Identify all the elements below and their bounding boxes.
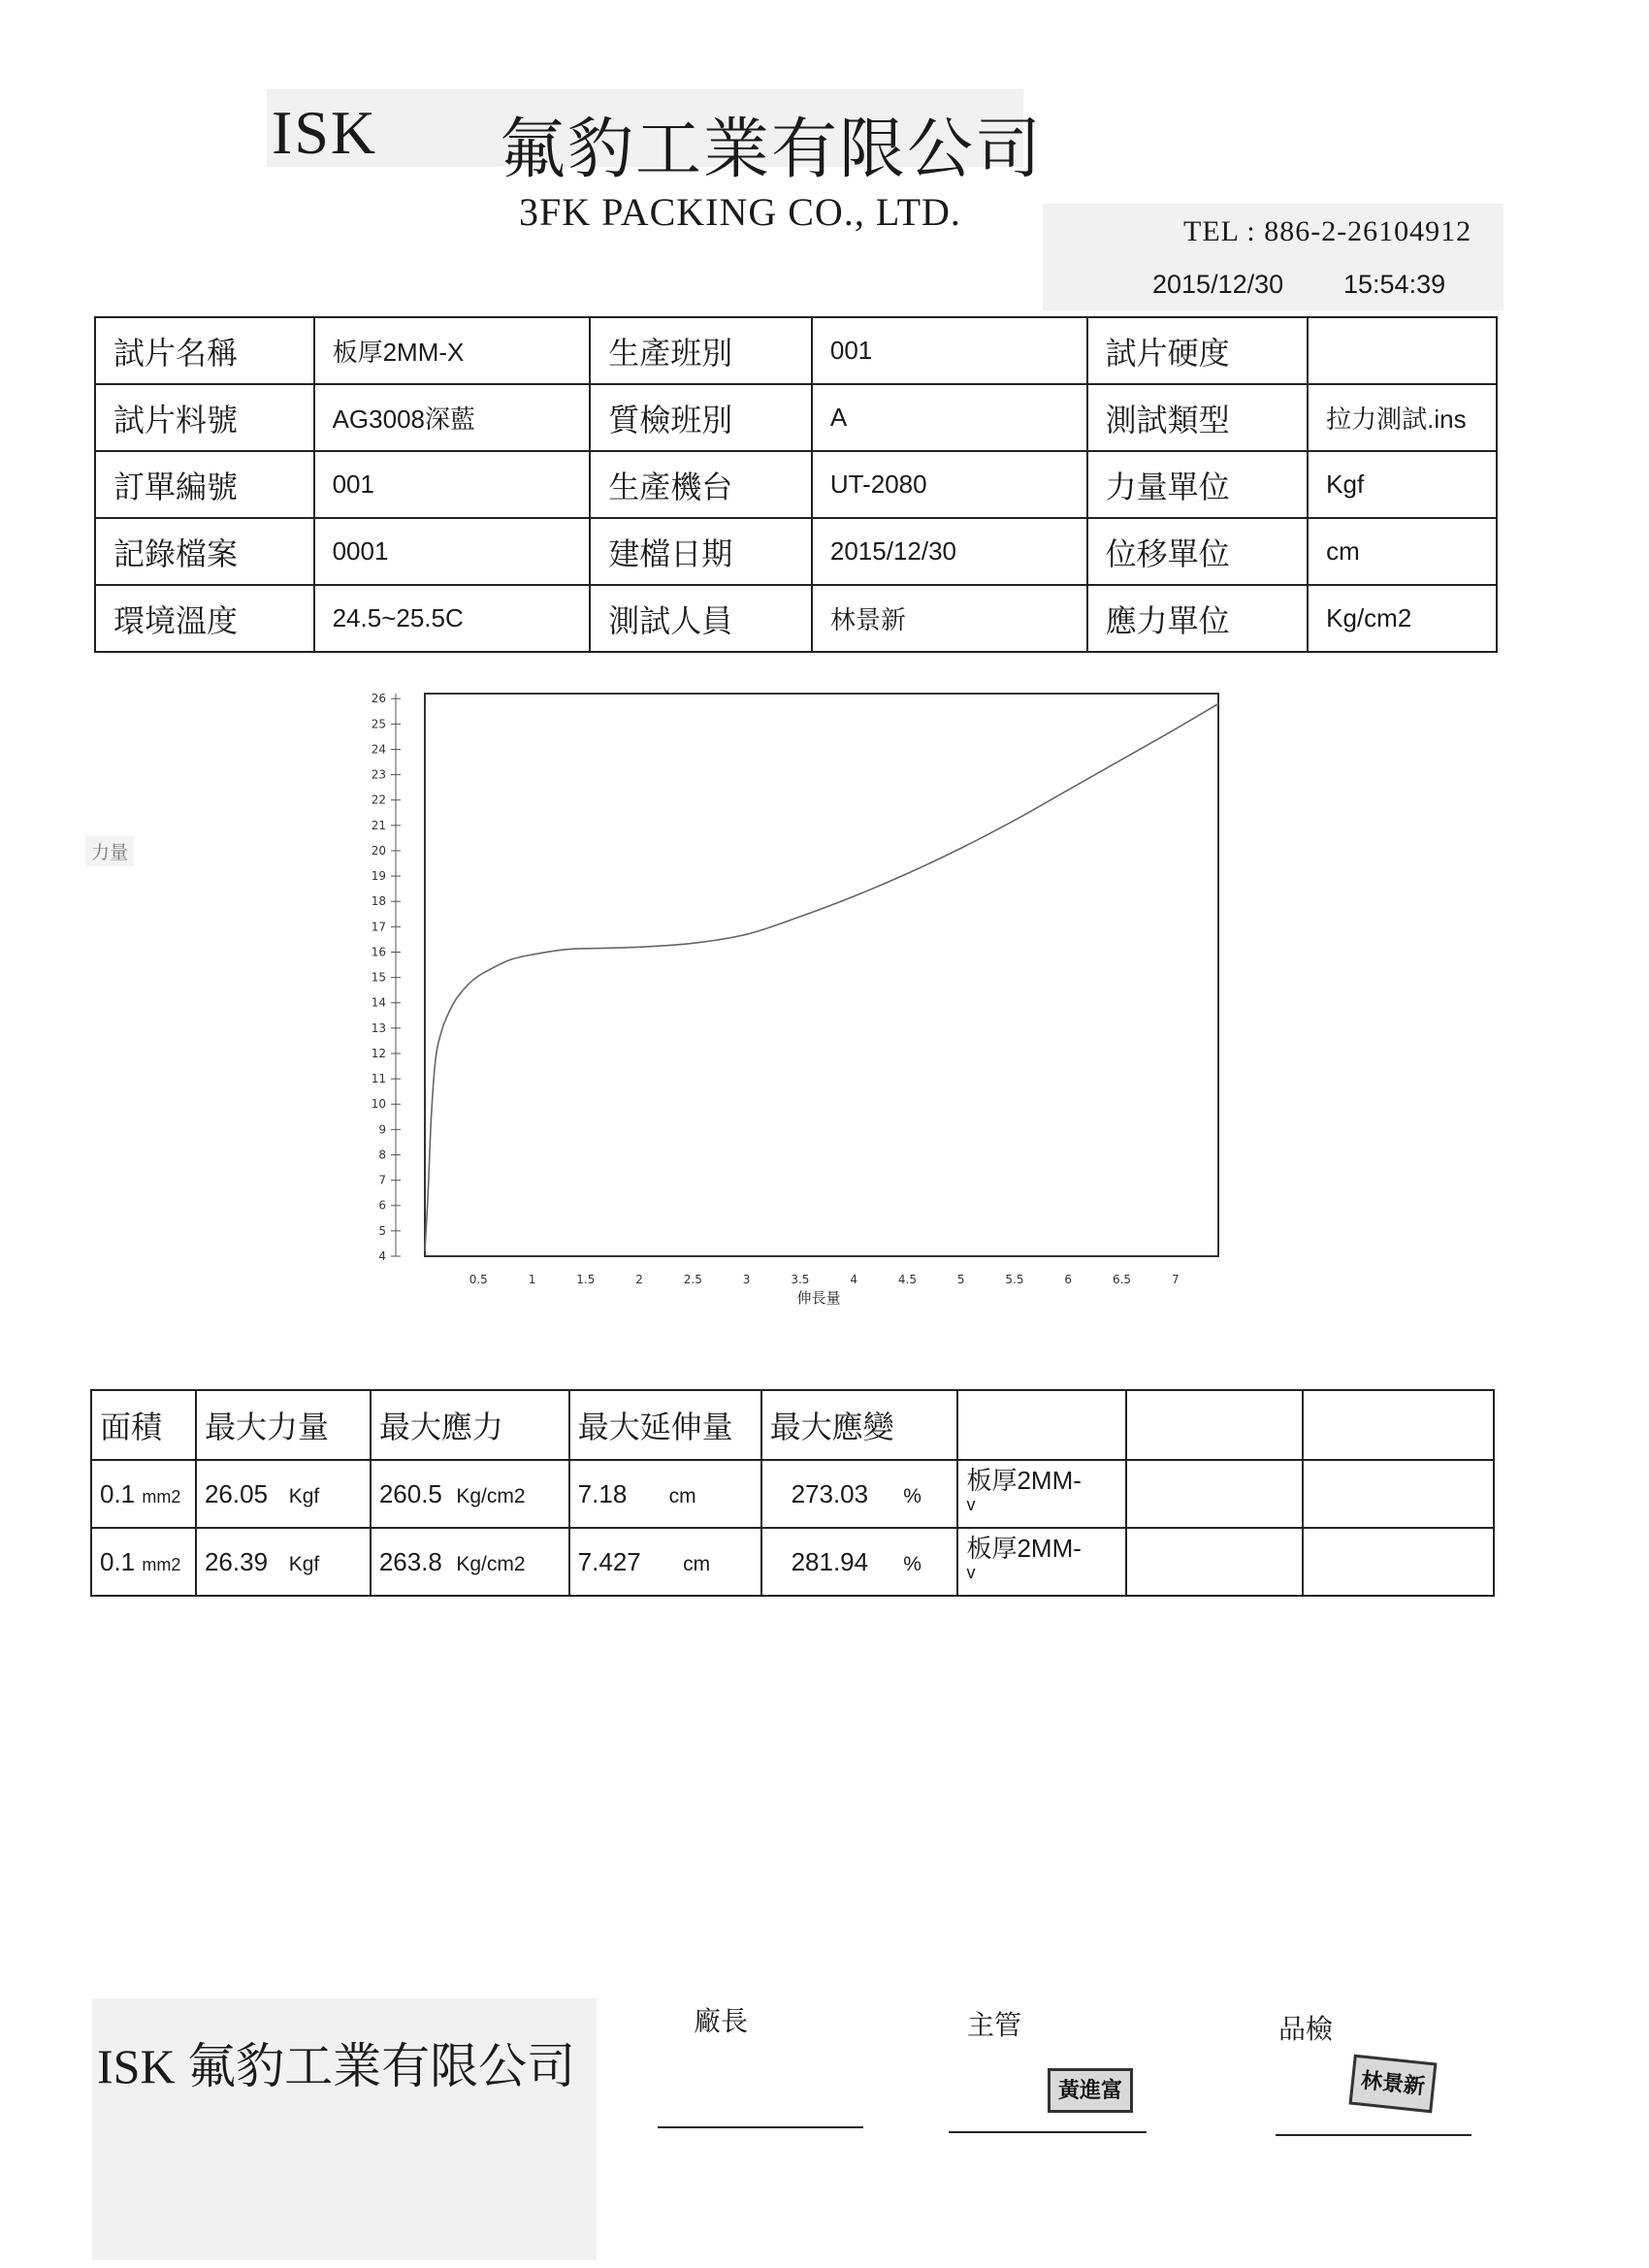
x-tick-label: 5 bbox=[956, 1273, 965, 1286]
elongation-cell bbox=[569, 1460, 761, 1528]
force-unit: Kgf bbox=[288, 1484, 320, 1507]
header-empty bbox=[1126, 1390, 1302, 1460]
stress-unit: Kg/cm2 bbox=[456, 1552, 526, 1575]
info-label: 訂單編號 bbox=[95, 451, 314, 518]
area-unit: mm2 bbox=[142, 1554, 181, 1574]
elongation-cell bbox=[569, 1528, 761, 1596]
brand-name: ISK bbox=[272, 98, 378, 167]
info-row bbox=[95, 518, 1497, 585]
y-tick-label: 10 bbox=[371, 1097, 386, 1112]
x-tick-label: 0.5 bbox=[469, 1273, 488, 1286]
info-label: 質檢班別 bbox=[590, 384, 812, 451]
strain-cell bbox=[761, 1528, 958, 1596]
area-cell bbox=[91, 1528, 196, 1596]
info-value: 001 bbox=[812, 317, 1087, 384]
info-value: AG3008深藍 bbox=[314, 384, 591, 451]
info-value: 2015/12/30 bbox=[812, 518, 1087, 585]
y-tick-label: 11 bbox=[371, 1072, 386, 1086]
role-quality-inspector: 品檢 bbox=[1278, 2013, 1334, 2045]
specimen-info-table bbox=[94, 316, 1498, 653]
y-tick-label: 12 bbox=[371, 1046, 386, 1060]
y-tick-label: 4 bbox=[378, 1249, 386, 1263]
chart-x-axis bbox=[469, 1273, 1180, 1286]
y-tick-label: 18 bbox=[371, 894, 386, 909]
info-value: 板厚2MM-X bbox=[314, 317, 591, 384]
y-tick-label: 24 bbox=[371, 742, 386, 757]
info-label: 建檔日期 bbox=[590, 518, 812, 585]
force-value: 26.39 bbox=[204, 1546, 269, 1576]
x-tick-label: 3 bbox=[742, 1273, 751, 1286]
info-label: 位移單位 bbox=[1087, 518, 1309, 585]
info-row bbox=[95, 317, 1497, 384]
header-max-strain: 最大應變 bbox=[761, 1390, 958, 1460]
empty-cell bbox=[1126, 1528, 1302, 1596]
y-tick-label: 26 bbox=[371, 692, 386, 706]
inspector-stamp: 林景新 bbox=[1349, 2055, 1438, 2114]
strain-unit: % bbox=[903, 1552, 922, 1575]
footer-company-name: ISK 氟豹工業有限公司 bbox=[97, 2039, 576, 2093]
info-label: 應力單位 bbox=[1087, 585, 1309, 652]
info-value bbox=[1308, 317, 1497, 384]
stress-cell bbox=[371, 1460, 569, 1528]
x-tick-label: 7 bbox=[1171, 1273, 1180, 1286]
sample-cell bbox=[957, 1528, 1126, 1596]
report-time: 15:54:39 bbox=[1343, 270, 1446, 299]
chart-plot-area bbox=[425, 694, 1218, 1256]
info-label: 試片料號 bbox=[95, 384, 314, 451]
info-label: 測試人員 bbox=[590, 585, 812, 652]
x-tick-label: 5.5 bbox=[1005, 1273, 1024, 1286]
info-label: 環境溫度 bbox=[95, 585, 314, 652]
empty-cell bbox=[1303, 1528, 1494, 1596]
y-tick-label: 14 bbox=[371, 995, 386, 1010]
results-row bbox=[91, 1460, 1494, 1528]
force-unit: Kgf bbox=[288, 1552, 320, 1575]
info-label: 測試類型 bbox=[1087, 384, 1309, 451]
report-date: 2015/12/30 bbox=[1152, 270, 1284, 299]
y-tick-label: 8 bbox=[378, 1148, 386, 1162]
info-value: 林景新 bbox=[812, 585, 1087, 652]
stress-cell bbox=[371, 1528, 569, 1596]
area-unit: mm2 bbox=[142, 1486, 181, 1507]
force-cell bbox=[196, 1528, 371, 1596]
empty-cell bbox=[1126, 1460, 1302, 1528]
x-tick-label: 4 bbox=[850, 1273, 857, 1286]
y-tick-label: 13 bbox=[371, 1021, 386, 1035]
y-tick-label: 25 bbox=[371, 717, 386, 731]
sample-mark: v bbox=[966, 1495, 976, 1514]
strain-value: 281.94 bbox=[791, 1546, 869, 1576]
info-label: 記錄檔案 bbox=[95, 518, 314, 585]
info-value: 0001 bbox=[314, 518, 591, 585]
info-value: Kg/cm2 bbox=[1308, 585, 1497, 652]
signature-line-inspector bbox=[1276, 2134, 1471, 2136]
results-row bbox=[91, 1528, 1494, 1596]
results-table bbox=[90, 1389, 1495, 1597]
strain-cell bbox=[761, 1460, 958, 1528]
info-label: 試片名稱 bbox=[95, 317, 314, 384]
info-label: 力量單位 bbox=[1087, 451, 1309, 518]
y-tick-label: 16 bbox=[371, 945, 386, 959]
header-empty bbox=[957, 1390, 1126, 1460]
chart-ylabel: 力量 bbox=[85, 836, 134, 866]
stress-unit: Kg/cm2 bbox=[456, 1484, 526, 1507]
force-value: 26.05 bbox=[204, 1478, 269, 1508]
y-tick-label: 5 bbox=[378, 1223, 386, 1238]
info-row bbox=[95, 451, 1497, 518]
signature-line-director bbox=[658, 2126, 863, 2128]
sample-mark: v bbox=[966, 1563, 976, 1582]
y-tick-label: 15 bbox=[371, 970, 386, 985]
force-elongation-chart bbox=[320, 689, 1232, 1319]
elongation-unit: cm bbox=[683, 1552, 711, 1575]
y-tick-label: 17 bbox=[371, 920, 386, 934]
x-tick-label: 2.5 bbox=[683, 1273, 702, 1286]
area-value: 0.1 bbox=[100, 1478, 136, 1508]
results-header-row bbox=[91, 1390, 1494, 1460]
y-tick-label: 6 bbox=[378, 1198, 386, 1213]
x-tick-label: 1 bbox=[528, 1273, 536, 1286]
info-value: 拉力測試.ins bbox=[1308, 384, 1497, 451]
header-max-elongation: 最大延伸量 bbox=[569, 1390, 761, 1460]
company-name-english: 3FK PACKING CO., LTD. bbox=[519, 190, 961, 234]
strain-unit: % bbox=[903, 1484, 922, 1507]
info-value: 001 bbox=[314, 451, 591, 518]
header-max-stress: 最大應力 bbox=[371, 1390, 569, 1460]
strain-value: 273.03 bbox=[791, 1478, 869, 1508]
header-area: 面積 bbox=[91, 1390, 196, 1460]
info-label: 生產機台 bbox=[590, 451, 812, 518]
telephone: TEL : 886-2-26104912 bbox=[1183, 215, 1472, 247]
role-factory-director: 廠長 bbox=[694, 2005, 749, 2037]
header-empty bbox=[1303, 1390, 1494, 1460]
elongation-value: 7.427 bbox=[577, 1546, 641, 1576]
y-tick-label: 23 bbox=[371, 767, 386, 782]
info-row bbox=[95, 585, 1497, 652]
stress-value: 260.5 bbox=[378, 1478, 442, 1508]
sample-name: 板厚2MM- bbox=[966, 1534, 1082, 1563]
empty-cell bbox=[1303, 1460, 1494, 1528]
area-value: 0.1 bbox=[100, 1546, 136, 1576]
info-row bbox=[95, 384, 1497, 451]
info-label: 生產班別 bbox=[590, 317, 812, 384]
chart-y-axis bbox=[372, 692, 401, 1263]
x-tick-label: 1.5 bbox=[576, 1273, 596, 1286]
sample-cell bbox=[957, 1460, 1126, 1528]
elongation-unit: cm bbox=[668, 1484, 696, 1507]
sample-name: 板厚2MM- bbox=[966, 1466, 1082, 1495]
x-tick-label: 6 bbox=[1064, 1273, 1073, 1286]
elongation-value: 7.18 bbox=[577, 1478, 628, 1508]
area-cell bbox=[91, 1460, 196, 1528]
stress-value: 263.8 bbox=[378, 1546, 442, 1576]
info-value: 24.5~25.5C bbox=[314, 585, 591, 652]
role-supervisor: 主管 bbox=[967, 2009, 1022, 2041]
force-cell bbox=[196, 1460, 371, 1528]
header-max-force: 最大力量 bbox=[196, 1390, 371, 1460]
info-value: UT-2080 bbox=[812, 451, 1087, 518]
info-label: 試片硬度 bbox=[1087, 317, 1309, 384]
x-tick-label: 3.5 bbox=[791, 1273, 810, 1286]
supervisor-stamp: 黃進富 bbox=[1048, 2068, 1133, 2113]
info-value: Kgf bbox=[1308, 451, 1497, 518]
x-tick-label: 2 bbox=[635, 1273, 643, 1286]
x-tick-label: 6.5 bbox=[1112, 1273, 1132, 1286]
y-tick-label: 19 bbox=[371, 869, 386, 884]
company-name-chinese: 氟豹工業有限公司 bbox=[500, 113, 1044, 186]
info-value: A bbox=[812, 384, 1087, 451]
info-value: cm bbox=[1308, 518, 1497, 585]
y-tick-label: 22 bbox=[371, 793, 386, 807]
y-tick-label: 21 bbox=[371, 818, 386, 832]
x-tick-label: 4.5 bbox=[897, 1273, 917, 1286]
chart-xlabel: 伸長量 bbox=[796, 1289, 841, 1307]
y-tick-label: 20 bbox=[371, 843, 386, 858]
signature-line-supervisor bbox=[949, 2131, 1147, 2133]
y-tick-label: 9 bbox=[378, 1122, 386, 1137]
y-tick-label: 7 bbox=[378, 1173, 386, 1187]
